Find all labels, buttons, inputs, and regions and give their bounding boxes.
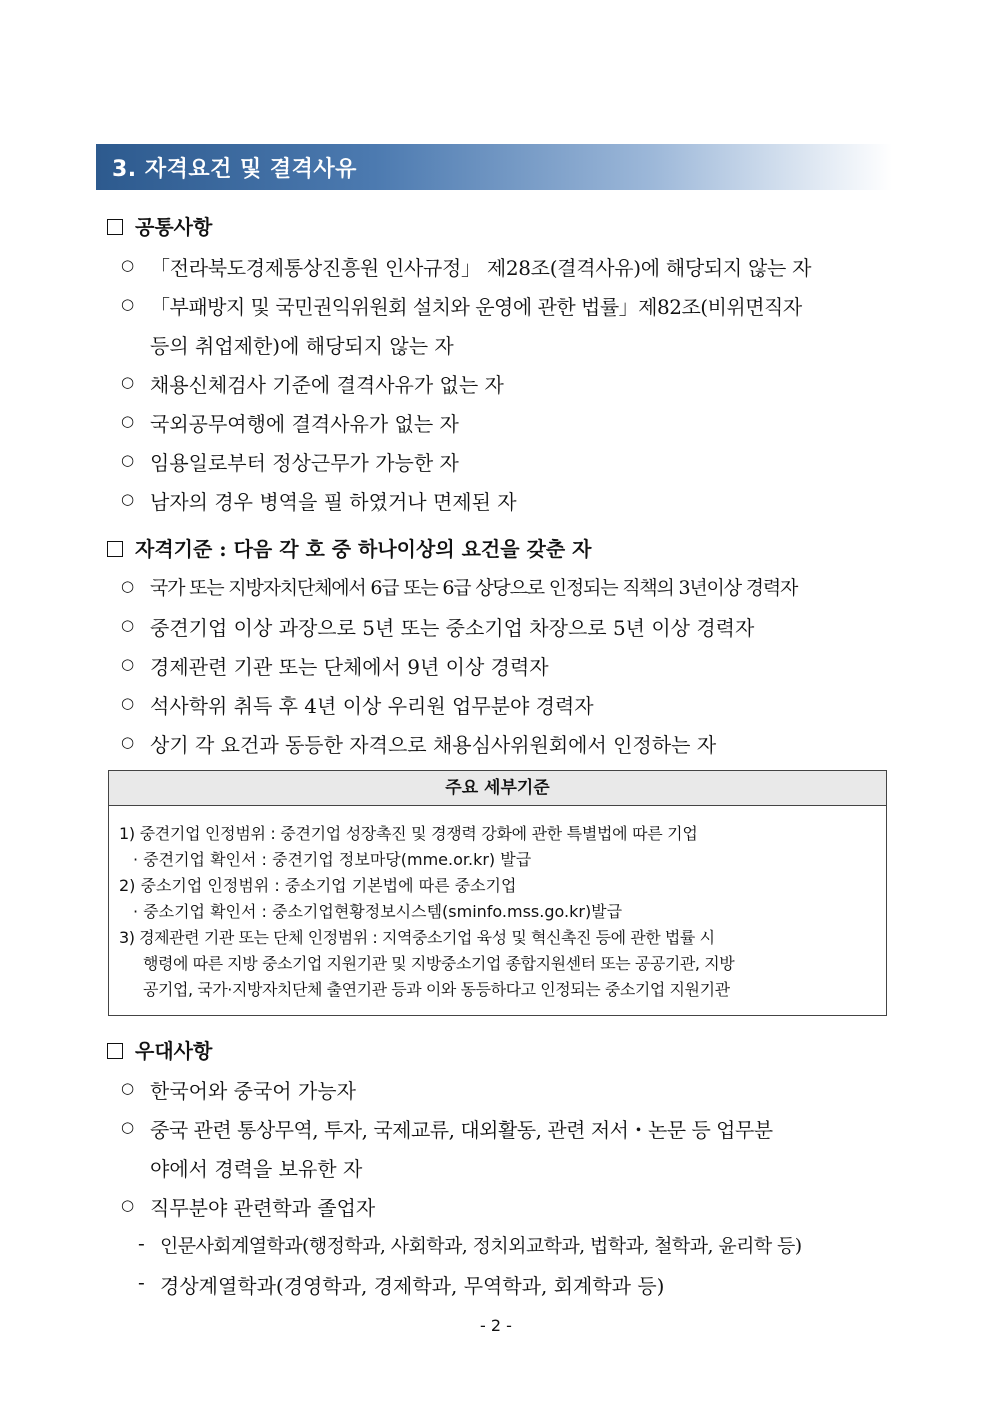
common-heading [107,211,212,240]
circle-bullet-icon: ○ [121,694,135,712]
detail-criteria-line: · 중소기업 확인서 : 중소기업현황정보시스템(sminfo.mss.go.kr)발급 [133,902,623,921]
detail-criteria-line: 2) 중소기업 인정범위 : 중소기업 기본법에 따른 중소기업 [119,876,517,895]
checkbox-square-icon [107,1043,123,1059]
checkbox-square-icon [107,219,123,235]
dash-bullet-icon: - [138,1231,145,1255]
qualification-item: 경제관련 기관 또는 단체에서 9년 이상 경력자 [150,655,549,679]
preference-heading [107,1035,212,1064]
common-item-continued: 등의 취업제한)에 해당되지 않는 자 [150,334,454,358]
circle-bullet-icon: ○ [121,616,135,634]
section-title: 3. 자격요건 및 결격사유 [112,157,357,182]
qualification-item: 국가 또는 지방자치단체에서 6급 또는 6급 상당으로 인정되는 직책의 3년이상 경력자 [150,577,798,599]
page-number: - 2 - [480,1316,512,1335]
circle-bullet-icon: ○ [121,577,135,595]
common-item: 「전라북도경제통상진흥원 인사규정」 제28조(결격사유)에 해당되지 않는 자 [150,256,812,280]
circle-bullet-icon: ○ [121,295,135,313]
detail-criteria-line: 3) 경제관련 기관 또는 단체 인정범위 : 지역중소기업 육성 및 혁신촉진 등에 관한 법률 시 [119,928,715,947]
preference-subitem: 경상계열학과(경영학과, 경제학과, 무역학과, 회계학과 등) [160,1274,665,1298]
circle-bullet-icon: ○ [121,1079,135,1097]
circle-bullet-icon: ○ [121,1196,135,1214]
circle-bullet-icon: ○ [121,733,135,751]
common-item: 채용신체검사 기준에 결격사유가 없는 자 [150,373,504,397]
preference-heading-label: 우대사항 [135,1039,213,1063]
common-item: 「부패방지 및 국민권익위원회 설치와 운영에 관한 법률」제82조(비위면직자 [150,295,802,319]
detail-criteria-box [108,770,887,1016]
preference-item: 한국어와 중국어 가능자 [150,1079,356,1103]
detail-criteria-heading: 주요 세부기준 [109,771,886,806]
section-title-bar [96,144,892,190]
qualification-item: 중견기업 이상 과장으로 5년 또는 중소기업 차장으로 5년 이상 경력자 [150,616,755,640]
common-item: 임용일로부터 정상근무가 가능한 자 [150,451,459,475]
circle-bullet-icon: ○ [121,373,135,391]
common-item: 남자의 경우 병역을 필 하였거나 면제된 자 [150,490,517,514]
qualification-heading-label: 자격기준 : 다음 각 호 중 하나이상의 요건을 갖춘 자 [135,537,592,561]
common-heading-label: 공통사항 [135,215,213,239]
circle-bullet-icon: ○ [121,451,135,469]
common-item: 국외공무여행에 결격사유가 없는 자 [150,412,459,436]
dash-bullet-icon: - [138,1270,145,1294]
qualification-item: 상기 각 요건과 동등한 자격으로 채용심사위원회에서 인정하는 자 [150,733,717,757]
detail-criteria-line: 공기업, 국가·지방자치단체 출연기관 등과 이와 동등하다고 인정되는 중소기업 지원기관 [143,980,730,999]
circle-bullet-icon: ○ [121,256,135,274]
qualification-heading [107,533,591,562]
checkbox-square-icon [107,541,123,557]
preference-item: 중국 관련 통상무역, 투자, 국제교류, 대외활동, 관련 저서・논문 등 업무분 [150,1118,773,1142]
circle-bullet-icon: ○ [121,490,135,508]
qualification-item: 석사학위 취득 후 4년 이상 우리원 업무분야 경력자 [150,694,594,718]
preference-subitem: 인문사회계열학과(행정학과, 사회학과, 정치외교학과, 법학과, 철학과, 윤리학 등) [160,1235,802,1257]
preference-item: 직무분야 관련학과 졸업자 [150,1196,376,1220]
detail-criteria-line: 1) 중견기업 인정범위 : 중견기업 성장촉진 및 경쟁력 강화에 관한 특별법에 따른 기업 [119,824,698,843]
detail-criteria-line: · 중견기업 확인서 : 중견기업 정보마당(mme.or.kr) 발급 [133,850,532,869]
circle-bullet-icon: ○ [121,1118,135,1136]
detail-criteria-line: 행령에 따른 지방 중소기업 지원기관 및 지방중소기업 종합지원센터 또는 공공기관, 지방 [143,954,735,973]
circle-bullet-icon: ○ [121,412,135,430]
preference-item-continued: 야에서 경력을 보유한 자 [150,1157,363,1181]
circle-bullet-icon: ○ [121,655,135,673]
